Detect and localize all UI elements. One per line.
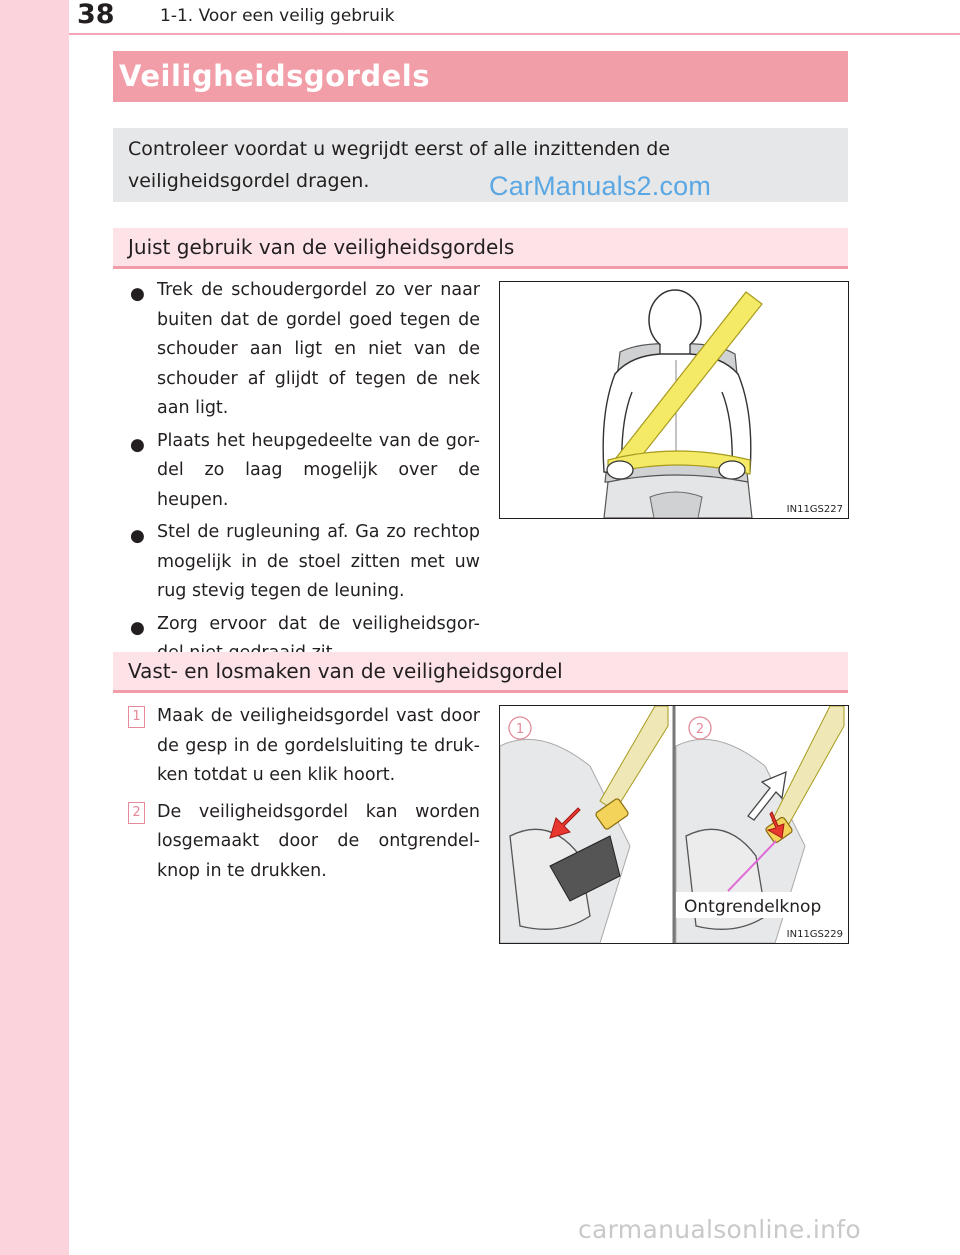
bullet-icon: ● (130, 526, 145, 546)
header-rule (69, 33, 960, 35)
step-number: 2 (128, 802, 145, 824)
bullet-icon: ● (130, 434, 145, 455)
step-text: De veiligheidsgordel kan worden losgemaakt door de ontgrendel-knop in te drukken. (157, 801, 480, 881)
list-item (130, 276, 480, 424)
list-item (128, 702, 480, 791)
figure-code: IN11GS229 (786, 929, 843, 940)
page-title: Veiligheidsgordels (119, 59, 430, 93)
page-title-bar (113, 51, 848, 102)
step-number: 1 (128, 706, 145, 728)
bullet-icon: ● (130, 617, 145, 638)
bullet-text: Trek de schoudergordel zo ver naar buiten dat de gordel goed tegen de schouder aan ligt en niet van de schouder af glijdt of tegen de nek aan ligt. (157, 280, 480, 418)
list-item (130, 518, 480, 607)
list-item (130, 427, 480, 516)
seated-person-illustration (500, 282, 848, 518)
bullet-icon: ● (130, 284, 145, 304)
section-heading-fasten-release (113, 652, 848, 693)
left-margin-band (0, 0, 69, 1255)
intro-text: Controleer voordat u wegrijdt eerst of alle inzittenden de veiligheidsgordel dragen. (128, 138, 671, 192)
figure-code: IN11GS227 (786, 504, 843, 515)
list-item (128, 798, 480, 887)
section-heading-text: Juist gebruik van de veiligheidsgordels (128, 235, 515, 259)
step-text: Maak de veiligheidsgordel vast door de gesp in de gordelsluiting te druk-ken totdat u een klik hoort. (157, 706, 480, 785)
step-list (128, 702, 480, 893)
bullet-text: Zorg ervoor dat de veiligheidsgor- (157, 613, 480, 634)
watermark-carmanuals2: CarManuals2.com (489, 171, 712, 201)
buckle-illustration (500, 706, 848, 943)
bullet-text: Plaats het heupgedeelte van de gor-del zo laag mogelijk over de heupen. (157, 430, 480, 510)
bullet-list (130, 276, 480, 672)
page-number: 38 (77, 0, 115, 30)
running-header: 1-1. Voor een veilig gebruik (160, 6, 395, 26)
intro-box (113, 128, 848, 202)
section-heading-text: Vast- en losmaken van de veiligheidsgordel (128, 659, 563, 683)
figure-label-1: 1 (515, 722, 525, 737)
bullet-text: Stel de rugleuning af. Ga zo rechtop mogelijk in de stoel zitten met uw rug stevig tegen de leuning. (157, 522, 480, 601)
footer-watermark: carmanualsonline.info (578, 1215, 861, 1244)
figure-buckle-fasten-release (499, 705, 849, 944)
figure-seated-person-belt (499, 281, 849, 519)
figure-label-2: 2 (695, 722, 705, 737)
release-button-callout: Ontgrendelknop (684, 897, 822, 917)
section-heading-correct-use (113, 228, 848, 269)
